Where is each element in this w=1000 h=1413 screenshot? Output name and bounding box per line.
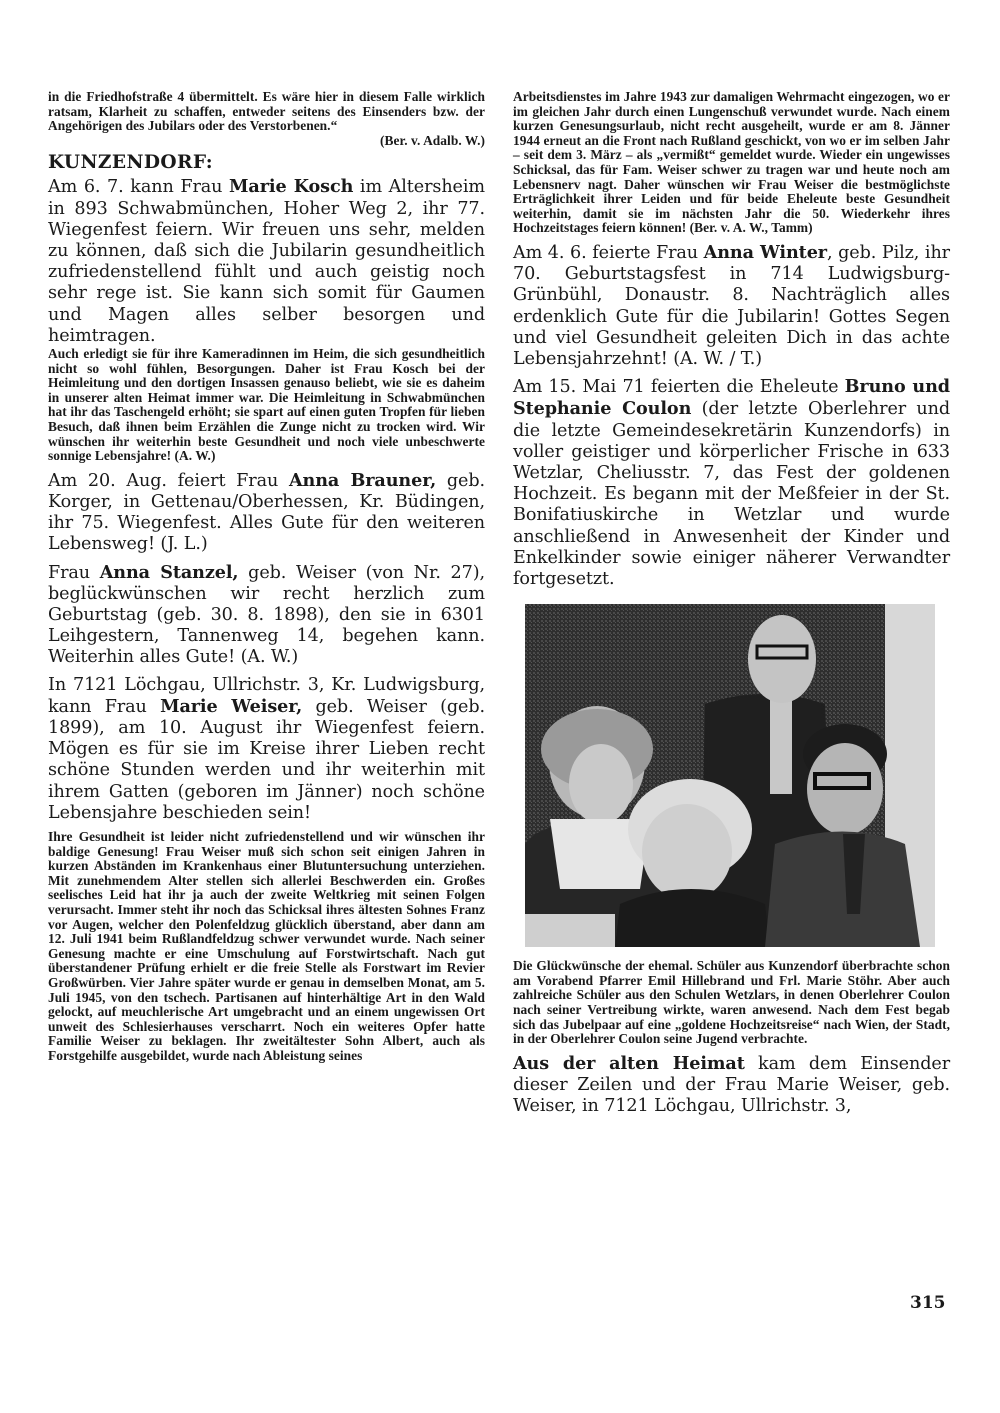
- weiser-body: Ihre Gesundheit ist leider nicht zufriedenstellend und wir wünschen ihr baldige Genesung! Frau Weiser muß sich schon seit einigen Jahren in kurzen Abständen im Krankenhaus einer Blutuntersuchung unterziehen. Mit zunehmendem Alter stellen sich allerlei Beschwerden ein. Großes seelisches Leid hat ihr ja auch der zweite Weltkrieg mit seinen Folgen verursacht. Immer steht ihr noch das Schicksal ihres ältesten Sohnes Franz vor Augen, welcher den Polenfeldzug glücklich überstand, aber dann am 12. Juli 1941 beim Rußlandfeldzug schwer verwundet wurde. Nach seiner Genesung machte er eine Umschulung auf Forstwirtschaft. Nach gut überstandener Prüfung erhielt er die freie Stelle als Forstwart im Revier Großwürben. Vier Jahre später wurde er genau in demselben Monat, am 5. Juli 1945, von den tschech. Partisanen auf hinterhältige Art in den Wald gelockt, auf meuchlerische Art umgebracht und an einem ungewissen Ort unweit des Schlesierhauses verscharrt. Noch ein weiteres Opfer hatte Familie Weiser zu beklagen. Ihr zweitältester Sohn Albert, auch als Forstgehilfe ausgebildet, wurde nach Ableistung seines: [48, 829, 485, 1063]
- brauner-name: Anna Brauner,: [288, 469, 437, 491]
- kosch-body: Auch erledigt sie für ihre Kameradinnen im Heim, die sich gesundheitlich nicht so wohl fühlen, Besorgungen. Daher ist Frau Kosch bei der Heimleitung und den dortigen Insassen genauso beliebt, wie sie es daheim in unserer alten Heimat immer war. Die Heimleitung in Schwabmünchen hat ihr das Taschengeld erhöht; sie spart auf einen guten Tropfen für lieben Besuch, daß ihnen beim Erzählen die Zunge nicht zu trocken wird. Wir wünschen ihr weiterhin beste Gesundheit und noch viele unbeschwerte sonnige Lebensjahre! (A. W.): [48, 346, 485, 464]
- stanzel-announcement: Frau Anna Stanzel, geb. Weiser (von Nr. 27), beglückwünschen wir recht herzlich zum Geburtstag (geb. 30. 8. 1898), den sie in 6301 Leihgestern, Tannenweg 14, begehen kann. Weiterhin alles Gute! (A. W.): [48, 561, 486, 668]
- group-photo: [525, 604, 935, 947]
- right-column: [513, 90, 950, 1117]
- weiser-name: Marie Weiser,: [160, 695, 303, 717]
- intro-signature: (Ber. v. Adalb. W.): [379, 132, 485, 148]
- heimat-lead: Aus der alten Heimat: [513, 1052, 745, 1074]
- winter-name: Anna Winter: [703, 241, 827, 263]
- coulon-announcement: Am 15. Mai 71 feierten die Eheleute Bruno und Stephanie Coulon (der letzte Oberlehrer und die letzte Gemeindesekretärin Kunzendorfs) in voller geistiger und körperlicher Frische in 633 Wetzlar, Cheliusstr. 7, das Fest der goldenen Hochzeit. Es begann mit der Meßfeier in der St. Bonifatiuskirche in Wetzlar und wurde anschließend in Anwesenheit der Kinder und Enkelkinder sowie einiger näherer Verwandter fortgesetzt.: [513, 376, 951, 589]
- winter-announcement: Am 4. 6. feierte Frau Anna Winter, geb. Pilz, ihr 70. Geburtstagsfest in 714 Ludwigsburg-Grünbühl, Donaustr. 8. Nachträglich alles erdenklich Gute für die Jubilarin! Gottes Segen und viel Gesundheit geleiten Dich in das achte Lebensjahrzehnt! (A. W. / T.): [513, 241, 950, 369]
- brauner-announcement: Am 20. Aug. feiert Frau Anna Brauner, geb. Korger, in Gettenau/Oberhessen, Kr. Büdingen, ihr 75. Wiegenfest. Alles Gute für den weiteren Lebensweg! (J. L.): [48, 469, 485, 555]
- kosch-announcement: Am 6. 7. kann Frau Marie Kosch im Altersheim in 893 Schwabmünchen, Hoher Weg 2, ihr 77. Wiegenfest feiern. Wir freuen uns sehr, melden zu können, daß sich die Jubilarin gesundheitlich zufriedenstellend fühlt und auch geistig noch sehr rege ist. Sie kann sich somit für Gaumen und Magen alles selber besorgen und heimtragen.: [48, 176, 485, 346]
- left-column: [48, 90, 485, 1064]
- photo-caption: Die Glückwünsche der ehemal. Schüler aus Kunzendorf überbrachte schon am Vorabend Pfarrer Emil Hillebrand und Frl. Marie Stöhr. Aber auch zahlreiche Schüler aus den Schulen Wetzlars, in denen Oberlehrer Coulon nach seiner Vertreibung wirkte, waren anwesend. Nach dem Fest begab sich das Jubelpaar auf eine „goldene Hochzeitsreise“ nach Wien, der Stadt, in der Oberlehrer Coulon seine Jugend verbrachte.: [513, 958, 950, 1047]
- heimat-paragraph: Aus der alten Heimat kam dem Einsender dieser Zeilen und der Frau Marie Weiser, geb. Weiser, in 7121 Löchgau, Ullrichstr. 3,: [513, 1052, 950, 1117]
- weiser-announcement: In 7121 Löchgau, Ullrichstr. 3, Kr. Ludwigsburg, kann Frau Marie Weiser, geb. Weiser (geb. 1899), am 10. August ihr Wiegenfest feiern. Mögen es für sie im Kreise ihrer Lieben recht schöne Stunden werden und ihr weiterhin mit ihrem Gatten (geboren im Jänner) noch schöne Lebensjahre beschieden sein!: [48, 674, 486, 823]
- weiser-continuation: Arbeitsdienstes im Jahre 1943 zur damaligen Wehrmacht eingezogen, wo er im gleichen Jahr durch einen Lungenschuß verwundet wurde. Nach einem kurzen Genesungsurlaub, nicht recht ausgeheilt, wurde er am 8. Jänner 1944 erneut an die Front nach Rußland geschickt, von wo er im selben Jahr – seit dem 3. März – als „vermißt“ gemeldet wurde. Wieder ein ungewisses Schicksal, das für Fam. Weiser schwer zu tragen war und heute noch am Lebensnerv nagt. Daher wünschen wir Frau Weiser die bestmöglichste Erträglichkeit ihrer Leiden und für beide Eheleute beste Gesundheit weiterhin, damit sie im nächsten Jahr die 50. Wiederkehr ihres Hochzeitstages feiern können! (Ber. v. A. W., Tamm): [513, 89, 950, 236]
- stanzel-name: Anna Stanzel,: [99, 561, 239, 583]
- photo-illustration: [525, 604, 935, 947]
- intro-paragraph: in die Friedhofstraße 4 übermittelt. Es wäre hier in diesem Falle wirklich ratsam, Klarheit zu schaffen, entweder seitens des Einsenders bzw. der Angehörigen des Jubilars oder des Verstorbenen.“: [48, 89, 485, 134]
- kosch-name: Marie Kosch: [229, 176, 354, 198]
- coulon-name: Bruno und Stephanie Coulon: [513, 376, 950, 420]
- section-heading-kunzendorf: KUNZENDORF:: [48, 152, 214, 174]
- page-number: 315: [910, 1293, 946, 1313]
